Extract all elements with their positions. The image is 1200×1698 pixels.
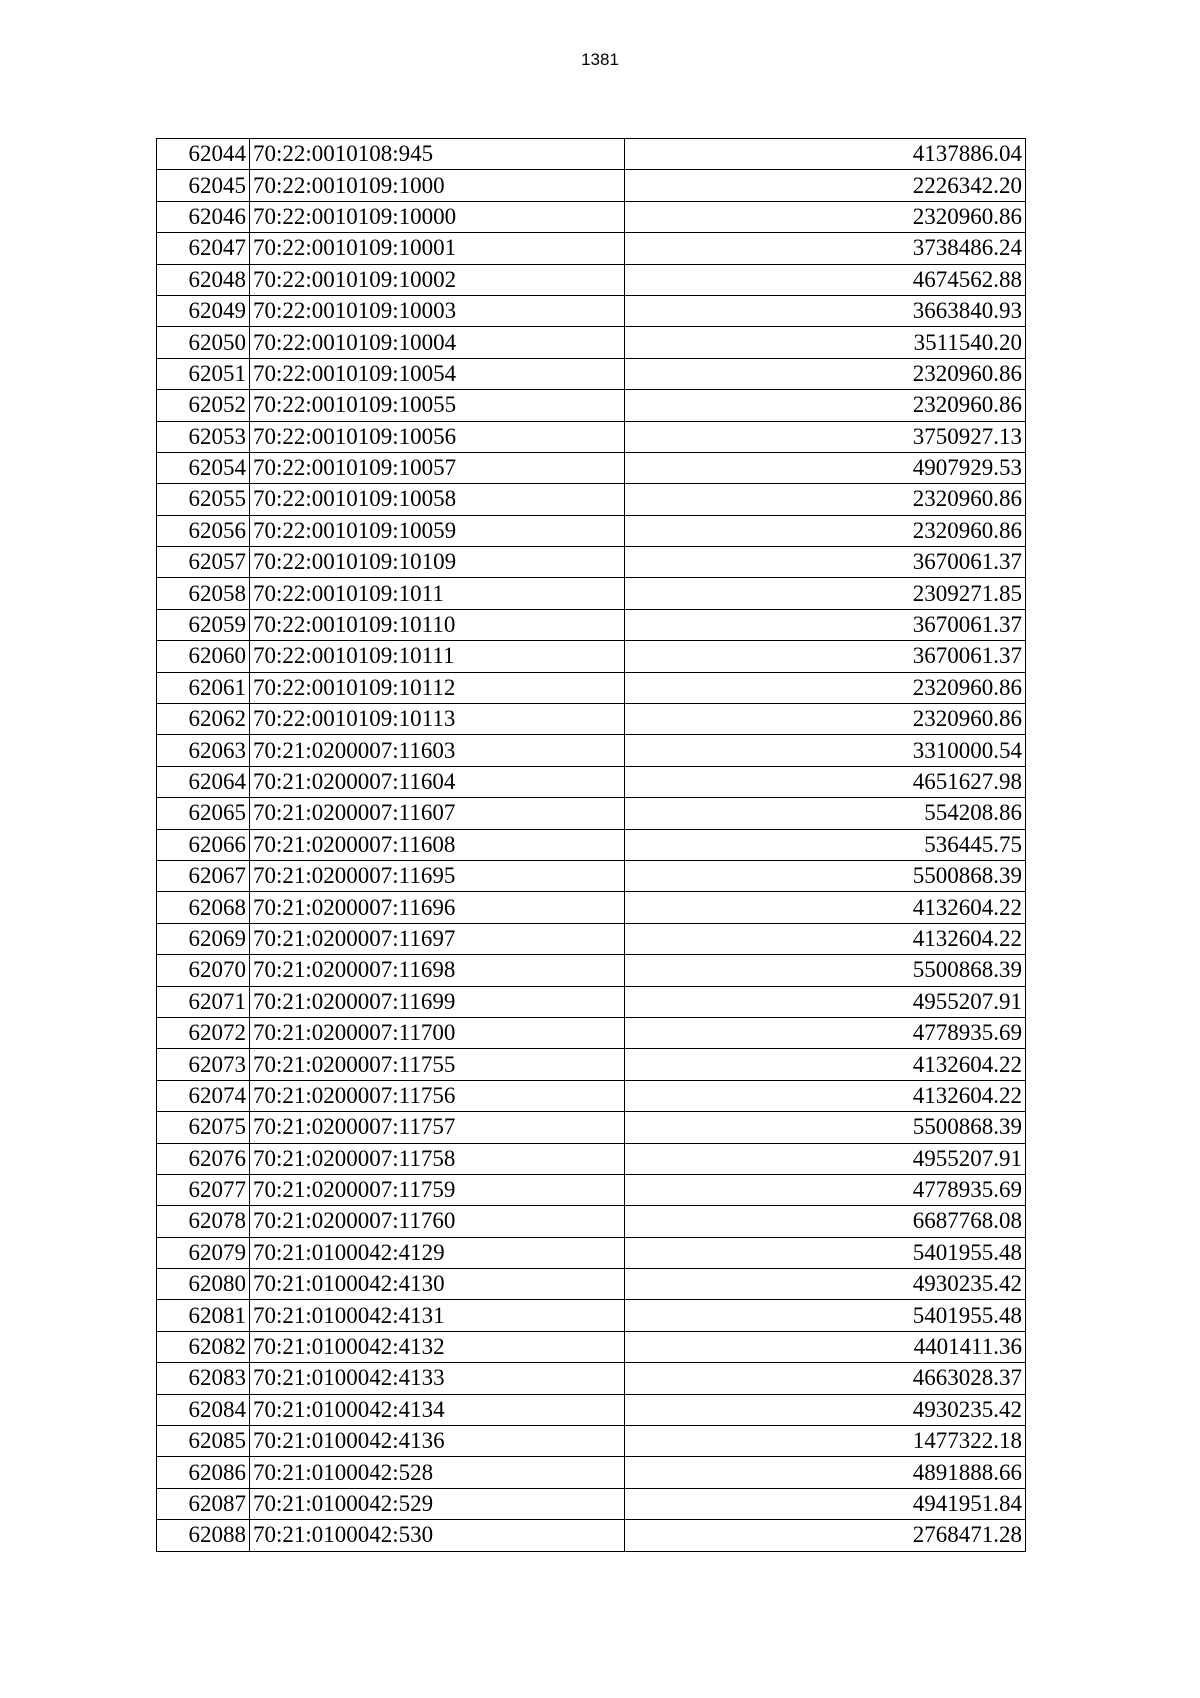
row-number-cell: 62053 [157, 421, 250, 452]
cadastral-value-cell: 4132604.22 [625, 892, 1026, 923]
cadastral-value-cell: 3670061.37 [625, 547, 1026, 578]
cadastral-number-cell: 70:21:0200007:11757 [250, 1112, 625, 1143]
cadastral-value-cell: 4778935.69 [625, 1017, 1026, 1048]
cadastral-number-cell: 70:21:0200007:11755 [250, 1049, 625, 1080]
cadastral-value-cell: 4651627.98 [625, 766, 1026, 797]
cadastral-value-cell: 2320960.86 [625, 358, 1026, 389]
cadastral-value-cell: 3670061.37 [625, 609, 1026, 640]
row-number-cell: 62061 [157, 672, 250, 703]
cadastral-number-cell: 70:21:0200007:11698 [250, 955, 625, 986]
cadastral-value-cell: 2226342.20 [625, 170, 1026, 201]
row-number-cell: 62059 [157, 609, 250, 640]
cadastral-number-cell: 70:22:0010108:945 [250, 139, 625, 170]
cadastral-value-cell: 3738486.24 [625, 233, 1026, 264]
row-number-cell: 62058 [157, 578, 250, 609]
table-row [157, 1300, 1026, 1331]
cadastral-value-cell: 6687768.08 [625, 1206, 1026, 1237]
row-number-cell: 62063 [157, 735, 250, 766]
row-number-cell: 62056 [157, 515, 250, 546]
table-row [157, 1017, 1026, 1048]
cadastral-value-cell: 2320960.86 [625, 390, 1026, 421]
cadastral-number-cell: 70:21:0100042:528 [250, 1457, 625, 1488]
cadastral-value-cell: 5500868.39 [625, 1112, 1026, 1143]
cadastral-number-cell: 70:21:0200007:11696 [250, 892, 625, 923]
row-number-cell: 62052 [157, 390, 250, 421]
table-row [157, 1174, 1026, 1205]
cadastral-number-cell: 70:22:0010109:1011 [250, 578, 625, 609]
cadastral-number-cell: 70:22:0010109:10059 [250, 515, 625, 546]
table-row [157, 860, 1026, 891]
cadastral-number-cell: 70:21:0100042:4130 [250, 1269, 625, 1300]
table-row [157, 986, 1026, 1017]
row-number-cell: 62050 [157, 327, 250, 358]
cadastral-value-cell: 3663840.93 [625, 295, 1026, 326]
row-number-cell: 62075 [157, 1112, 250, 1143]
cadastral-number-cell: 70:21:0200007:11699 [250, 986, 625, 1017]
table-row [157, 170, 1026, 201]
row-number-cell: 62051 [157, 358, 250, 389]
cadastral-number-cell: 70:22:0010109:10058 [250, 484, 625, 515]
cadastral-number-cell: 70:21:0200007:11603 [250, 735, 625, 766]
row-number-cell: 62073 [157, 1049, 250, 1080]
table-row [157, 1143, 1026, 1174]
row-number-cell: 62072 [157, 1017, 250, 1048]
table-row [157, 735, 1026, 766]
cadastral-value-cell: 4137886.04 [625, 139, 1026, 170]
cadastral-value-cell: 4955207.91 [625, 1143, 1026, 1174]
cadastral-number-cell: 70:22:0010109:10004 [250, 327, 625, 358]
row-number-cell: 62071 [157, 986, 250, 1017]
row-number-cell: 62048 [157, 264, 250, 295]
cadastral-value-cell: 554208.86 [625, 798, 1026, 829]
table-row [157, 798, 1026, 829]
table-row [157, 1112, 1026, 1143]
page-number: 1381 [581, 50, 619, 69]
cadastral-number-cell: 70:21:0100042:4129 [250, 1237, 625, 1268]
table-row [157, 358, 1026, 389]
row-number-cell: 62067 [157, 860, 250, 891]
cadastral-number-cell: 70:22:0010109:10002 [250, 264, 625, 295]
cadastral-value-cell: 4132604.22 [625, 1080, 1026, 1111]
cadastral-number-cell: 70:21:0200007:11607 [250, 798, 625, 829]
cadastral-number-cell: 70:21:0100042:529 [250, 1488, 625, 1519]
cadastral-value-cell: 5401955.48 [625, 1237, 1026, 1268]
row-number-cell: 62081 [157, 1300, 250, 1331]
cadastral-value-cell: 2320960.86 [625, 704, 1026, 735]
table-row [157, 1457, 1026, 1488]
row-number-cell: 62068 [157, 892, 250, 923]
cadastral-number-cell: 70:21:0200007:11756 [250, 1080, 625, 1111]
cadastral-value-cell: 3310000.54 [625, 735, 1026, 766]
cadastral-number-cell: 70:21:0100042:4131 [250, 1300, 625, 1331]
table-row [157, 452, 1026, 483]
table-row [157, 578, 1026, 609]
cadastre-value-table [156, 138, 1026, 1552]
cadastral-number-cell: 70:22:0010109:10109 [250, 547, 625, 578]
row-number-cell: 62080 [157, 1269, 250, 1300]
table-row [157, 421, 1026, 452]
cadastral-value-cell: 3750927.13 [625, 421, 1026, 452]
table-row [157, 264, 1026, 295]
cadastral-value-cell: 2320960.86 [625, 672, 1026, 703]
row-number-cell: 62082 [157, 1331, 250, 1362]
table-row [157, 201, 1026, 232]
table-row [157, 1049, 1026, 1080]
table-row [157, 1488, 1026, 1519]
table-row [157, 484, 1026, 515]
cadastral-value-cell: 4132604.22 [625, 923, 1026, 954]
cadastral-value-cell: 5500868.39 [625, 860, 1026, 891]
cadastral-number-cell: 70:22:0010109:10001 [250, 233, 625, 264]
cadastral-value-cell: 4674562.88 [625, 264, 1026, 295]
cadastral-value-cell: 5401955.48 [625, 1300, 1026, 1331]
table-row [157, 641, 1026, 672]
cadastral-number-cell: 70:21:0200007:11760 [250, 1206, 625, 1237]
table-row [157, 1269, 1026, 1300]
cadastral-value-cell: 1477322.18 [625, 1426, 1026, 1457]
table-row [157, 1080, 1026, 1111]
table-row [157, 704, 1026, 735]
table-row [157, 1331, 1026, 1362]
cadastral-value-cell: 4401411.36 [625, 1331, 1026, 1362]
table-row [157, 672, 1026, 703]
cadastral-value-cell: 2320960.86 [625, 201, 1026, 232]
cadastral-value-cell: 3511540.20 [625, 327, 1026, 358]
cadastral-value-cell: 2309271.85 [625, 578, 1026, 609]
row-number-cell: 62070 [157, 955, 250, 986]
table-row [157, 547, 1026, 578]
cadastral-number-cell: 70:21:0200007:11697 [250, 923, 625, 954]
table-row [157, 1426, 1026, 1457]
cadastral-number-cell: 70:22:0010109:10054 [250, 358, 625, 389]
table-row [157, 955, 1026, 986]
cadastral-number-cell: 70:21:0200007:11608 [250, 829, 625, 860]
cadastral-value-cell: 4891888.66 [625, 1457, 1026, 1488]
table-row [157, 609, 1026, 640]
table-row [157, 923, 1026, 954]
cadastral-value-cell: 5500868.39 [625, 955, 1026, 986]
row-number-cell: 62064 [157, 766, 250, 797]
row-number-cell: 62055 [157, 484, 250, 515]
row-number-cell: 62057 [157, 547, 250, 578]
table-body [157, 139, 1026, 1552]
cadastral-value-cell: 4955207.91 [625, 986, 1026, 1017]
table-row [157, 1237, 1026, 1268]
cadastral-number-cell: 70:21:0100042:4136 [250, 1426, 625, 1457]
cadastral-value-cell: 3670061.37 [625, 641, 1026, 672]
row-number-cell: 62086 [157, 1457, 250, 1488]
row-number-cell: 62065 [157, 798, 250, 829]
cadastral-value-cell: 2320960.86 [625, 484, 1026, 515]
row-number-cell: 62085 [157, 1426, 250, 1457]
row-number-cell: 62046 [157, 201, 250, 232]
cadastral-number-cell: 70:21:0100042:4134 [250, 1394, 625, 1425]
row-number-cell: 62076 [157, 1143, 250, 1174]
cadastral-number-cell: 70:21:0100042:4133 [250, 1363, 625, 1394]
table-row [157, 1520, 1026, 1551]
cadastral-value-cell: 4930235.42 [625, 1269, 1026, 1300]
table-row [157, 295, 1026, 326]
row-number-cell: 62088 [157, 1520, 250, 1551]
cadastral-number-cell: 70:21:0200007:11695 [250, 860, 625, 891]
cadastral-number-cell: 70:22:0010109:10055 [250, 390, 625, 421]
table-row [157, 829, 1026, 860]
cadastral-value-cell: 2320960.86 [625, 515, 1026, 546]
cadastral-number-cell: 70:21:0100042:4132 [250, 1331, 625, 1362]
cadastral-number-cell: 70:22:0010109:10113 [250, 704, 625, 735]
cadastral-number-cell: 70:22:0010109:10111 [250, 641, 625, 672]
row-number-cell: 62054 [157, 452, 250, 483]
cadastral-number-cell: 70:21:0200007:11759 [250, 1174, 625, 1205]
table-row [157, 233, 1026, 264]
cadastral-number-cell: 70:22:0010109:10003 [250, 295, 625, 326]
cadastral-value-cell: 4930235.42 [625, 1394, 1026, 1425]
row-number-cell: 62087 [157, 1488, 250, 1519]
row-number-cell: 62083 [157, 1363, 250, 1394]
cadastral-number-cell: 70:22:0010109:10056 [250, 421, 625, 452]
cadastral-value-cell: 536445.75 [625, 829, 1026, 860]
cadastral-value-cell: 4132604.22 [625, 1049, 1026, 1080]
cadastral-number-cell: 70:21:0200007:11700 [250, 1017, 625, 1048]
row-number-cell: 62045 [157, 170, 250, 201]
row-number-cell: 62066 [157, 829, 250, 860]
row-number-cell: 62044 [157, 139, 250, 170]
cadastral-number-cell: 70:21:0100042:530 [250, 1520, 625, 1551]
cadastral-value-cell: 4941951.84 [625, 1488, 1026, 1519]
row-number-cell: 62084 [157, 1394, 250, 1425]
table-row [157, 515, 1026, 546]
cadastral-number-cell: 70:21:0200007:11604 [250, 766, 625, 797]
cadastral-number-cell: 70:22:0010109:10112 [250, 672, 625, 703]
row-number-cell: 62062 [157, 704, 250, 735]
row-number-cell: 62049 [157, 295, 250, 326]
cadastral-number-cell: 70:22:0010109:10110 [250, 609, 625, 640]
table-row [157, 892, 1026, 923]
table-row [157, 139, 1026, 170]
table-row [157, 766, 1026, 797]
cadastral-value-cell: 4778935.69 [625, 1174, 1026, 1205]
cadastral-number-cell: 70:22:0010109:10057 [250, 452, 625, 483]
table-row [157, 1206, 1026, 1237]
cadastral-value-cell: 2768471.28 [625, 1520, 1026, 1551]
row-number-cell: 62069 [157, 923, 250, 954]
cadastral-value-cell: 4907929.53 [625, 452, 1026, 483]
cadastral-number-cell: 70:22:0010109:10000 [250, 201, 625, 232]
table-row [157, 1394, 1026, 1425]
row-number-cell: 62078 [157, 1206, 250, 1237]
table-row [157, 390, 1026, 421]
row-number-cell: 62079 [157, 1237, 250, 1268]
row-number-cell: 62077 [157, 1174, 250, 1205]
cadastral-value-cell: 4663028.37 [625, 1363, 1026, 1394]
row-number-cell: 62074 [157, 1080, 250, 1111]
row-number-cell: 62060 [157, 641, 250, 672]
cadastral-number-cell: 70:21:0200007:11758 [250, 1143, 625, 1174]
table-row [157, 1363, 1026, 1394]
row-number-cell: 62047 [157, 233, 250, 264]
table-row [157, 327, 1026, 358]
cadastral-number-cell: 70:22:0010109:1000 [250, 170, 625, 201]
